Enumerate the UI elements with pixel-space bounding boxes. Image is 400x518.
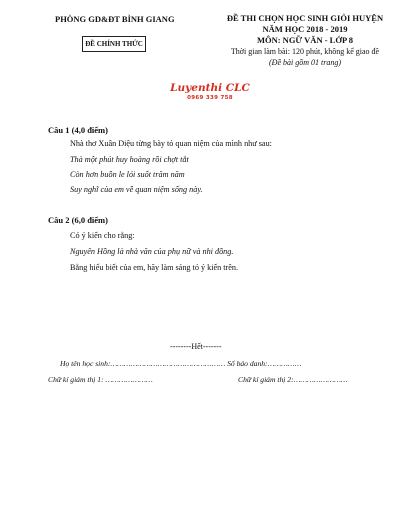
question1-intro: Nhà thơ Xuân Diệu từng bày tỏ quan niệm của mình như sau:: [70, 139, 272, 148]
exam-header: [225, 13, 385, 68]
question2-quote: Nguyên Hồng là nhà văn của phụ nữ và nhi đồng.: [70, 247, 234, 256]
question1-title: Câu 1 (4,0 điểm): [48, 125, 108, 135]
question2-prompt: Bằng hiểu biết của em, hãy làm sáng tỏ ý kiến trên.: [70, 263, 239, 272]
question2-title: Câu 2 (6,0 điểm): [48, 215, 108, 225]
watermark-phone: 0969 339 758: [187, 95, 233, 101]
question1-verse2: Còn hơn buồn le lói suốt trăm năm: [70, 170, 185, 179]
question1-verse1: Thà một phút huy hoàng rồi chợt tắt: [70, 155, 189, 164]
question1-prompt: Suy nghĩ của em về quan niệm sống này.: [70, 185, 203, 194]
official-stamp-box: ĐỀ CHÍNH THỨC: [82, 36, 146, 52]
exam-title: ĐỀ THI CHỌN HỌC SINH GIỎI HUYỆN: [226, 13, 384, 23]
watermark-brand: Luyenthi CLC: [170, 82, 250, 94]
candidate-name-line: Họ tên học sinh:…………………………………………… Số báo danh:……………: [60, 359, 302, 368]
watermark-logo: [162, 82, 258, 102]
page-note: (Đề bài gồm 01 trang): [269, 58, 341, 67]
proctor1-signature: Chữ kí giám thị 1: …………………: [48, 375, 153, 384]
time-limit: Thời gian làm bài: 120 phút, không kể giao đề: [230, 47, 380, 56]
department-name: PHÒNG GD&ĐT BÌNH GIANG: [55, 14, 175, 24]
proctor2-signature: Chữ kí giám thị 2:……………………: [238, 375, 348, 384]
school-year: NĂM HỌC 2018 - 2019: [262, 24, 348, 34]
end-marker: --------Hết-------: [170, 342, 222, 351]
subject: MÔN: NGỮ VĂN - LỚP 8: [256, 35, 354, 45]
question2-intro: Có ý kiến cho rằng:: [70, 231, 135, 240]
